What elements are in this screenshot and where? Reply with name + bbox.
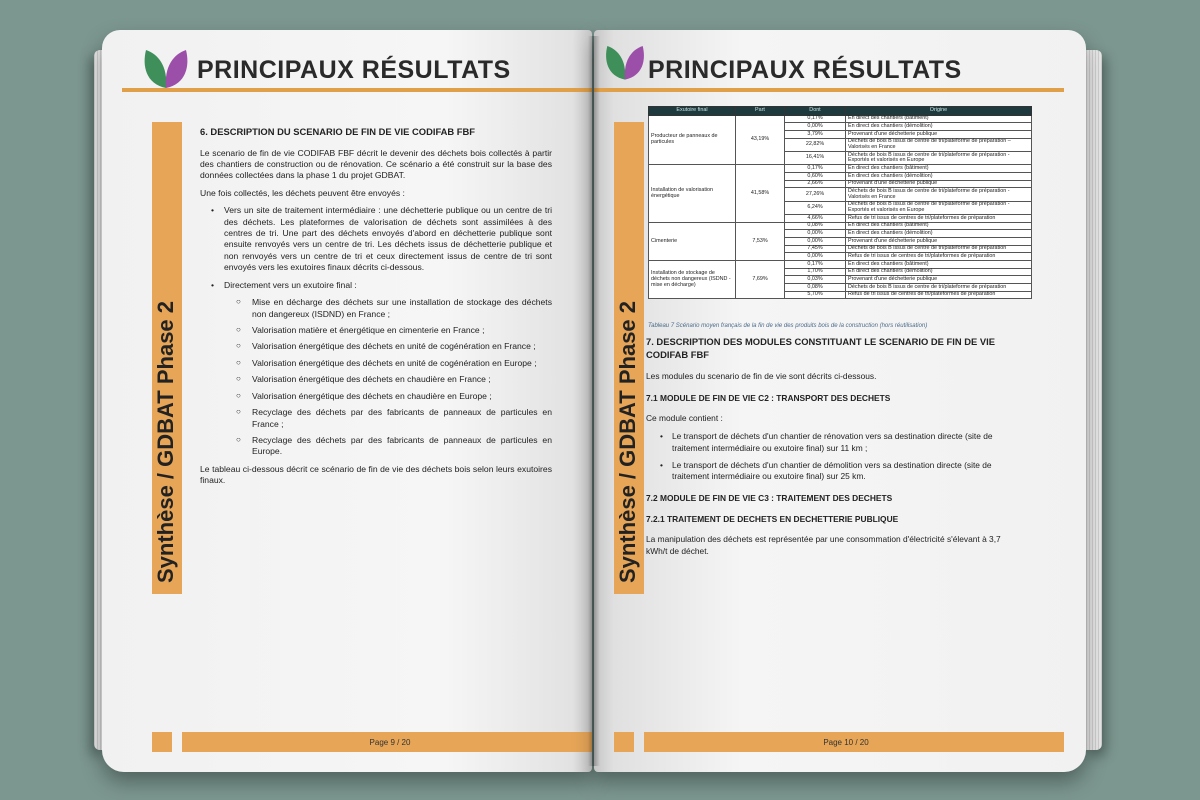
- column-header: Part: [736, 107, 785, 116]
- right-page: [594, 30, 1086, 772]
- dont-cell: 4,66%: [785, 215, 846, 223]
- origine-cell: Déchets de bois B issus de centre de tri/plateforme de préparation - Exportés et valorisés en Europe: [846, 152, 1032, 165]
- book-spine: [588, 36, 600, 766]
- section-7-2-title: 7.2 MODULE DE FIN DE VIE C3 : TRAITEMENT DES DECHETS: [646, 492, 893, 503]
- sub-list-item: ○ Valorisation énergétique des déchets en unité de cogénération en Europe ;: [236, 357, 537, 368]
- leaf-logo-icon: [140, 44, 192, 90]
- bullet-icon: •: [211, 279, 215, 290]
- part-cell: 7,69%: [736, 261, 785, 299]
- column-header: Dont: [785, 107, 846, 116]
- table-row: [649, 115, 1032, 123]
- circle-bullet-icon: ○: [236, 407, 241, 417]
- origine-cell: Provenant d'une déchetterie publique: [846, 276, 1032, 284]
- table-row: [649, 261, 1032, 269]
- bullet-list: [200, 205, 552, 458]
- circle-bullet-icon: ○: [236, 357, 241, 367]
- part-cell: 43,19%: [736, 115, 785, 165]
- origine-cell: Déchets de bois B issus de centre de tri/plateforme de préparation - Valorisés en France: [846, 188, 1032, 201]
- list-item: • Le transport de déchets d'un chantier de démolition vers sa destination directe (site de traitement intermédiaire ou exutoire final) sur 25 km.: [660, 460, 992, 482]
- section-7-title: 7. DESCRIPTION DES MODULES CONSTITUANT LE SCENARIO DE FIN DE VIE CODIFAB FBF: [646, 336, 995, 360]
- dont-cell: 0,17%: [785, 165, 846, 173]
- dont-cell: 3,79%: [785, 131, 846, 139]
- sub-list-item: ○ Recyclage des déchets par des fabricants de panneaux de particules en France ;: [236, 407, 552, 429]
- right-content: [646, 336, 1018, 564]
- sidebar-title: Synthèse / GDBAT Phase 2: [615, 300, 640, 583]
- paragraph: Ce module contient :: [646, 413, 723, 424]
- list-item: [211, 279, 552, 458]
- origine-cell: En direct des chantiers (démolition): [846, 173, 1032, 181]
- dont-cell: 22,82%: [785, 138, 846, 151]
- circle-bullet-icon: ○: [236, 374, 241, 384]
- origine-cell: En direct des chantiers (bâtiment): [846, 261, 1032, 269]
- origine-cell: En direct des chantiers (bâtiment): [846, 115, 1032, 123]
- heading-rule: [122, 88, 592, 92]
- sub-list-item: ○ Valorisation énergétique des déchets en chaudière en Europe ;: [236, 390, 492, 401]
- dont-cell: 0,03%: [785, 276, 846, 284]
- origine-cell: Refus de tri issus de centres de tri/plateformes de préparation: [846, 253, 1032, 261]
- list-item-text: Directement vers un exutoire final :: [224, 279, 357, 290]
- dont-cell: 0,00%: [785, 123, 846, 131]
- circle-bullet-icon: ○: [236, 434, 241, 444]
- paragraph: Le scenario de fin de vie CODIFAB FBF décrit le devenir des déchets bois collectés à partir des chantiers de construction ou de rénovation. Ce scénario a été construit sur la base des données collectées dans la phase 1 du projet GDBAT.: [200, 147, 552, 181]
- origine-cell: Refus de tri issus de centres de tri/plateformes de préparation: [846, 215, 1032, 223]
- bullet-icon: •: [660, 460, 663, 471]
- sub-list-item: ○ Valorisation énergétique des déchets en chaudière en France ;: [236, 374, 491, 385]
- circle-bullet-icon: ○: [236, 324, 241, 334]
- origine-cell: Déchets de bois B issus de centre de tri/plateforme de préparation: [846, 245, 1032, 253]
- section-7-1-title: 7.1 MODULE DE FIN DE VIE C2 : TRANSPORT DES DECHETS: [646, 392, 891, 403]
- sub-list-item: ○ Mise en décharge des déchets sur une installation de stockage des déchets non dangereux (ISDND) en France ;: [236, 297, 552, 319]
- exutoire-cell: Cimenterie: [649, 222, 736, 260]
- origine-cell: Déchets de bois B issus de centre de tri/plateforme de préparation – Valorisés en France: [846, 138, 1032, 151]
- heading-rule: [594, 88, 1064, 92]
- exutoire-cell: Installation de valorisation énergétique: [649, 165, 736, 222]
- origine-cell: Provenant d'une déchetterie publique: [846, 238, 1032, 246]
- dont-cell: 0,00%: [785, 253, 846, 261]
- page-stack-right: [1084, 50, 1102, 750]
- bullet-icon: •: [211, 205, 215, 216]
- origine-cell: Provenant d'une déchetterie publique: [846, 131, 1032, 139]
- list-item-text: Vers un site de traitement intermédiaire : une déchetterie publique ou un centre de tri des déchets. Les plateformes de valorisation de déchets sont assimilées à des centres de tri. Une part des déchets envoyés d'abord en déchetterie publique sont ensuite renvoyés vers un centre de tri. Les déchets issus de déchetterie publique et non renvoyés vers un centre de tri et ceux directement issus de centre de tri sont envoyés vers les exutoires finaux décrits ci-dessous.: [224, 205, 552, 273]
- dont-cell: 0,00%: [785, 230, 846, 238]
- dont-cell: 0,08%: [785, 284, 846, 292]
- origine-cell: Déchets de bois B issus de centre de tri/plateforme de préparation - Exportés et valorisés en Europe: [846, 201, 1032, 214]
- part-cell: 41,58%: [736, 165, 785, 222]
- origine-cell: En direct des chantiers (démolition): [846, 123, 1032, 131]
- origine-cell: En direct des chantiers (démolition): [846, 268, 1032, 276]
- sub-list-item: ○ Valorisation énergétique des déchets en unité de cogénération en France ;: [236, 341, 536, 352]
- paragraph: La manipulation des déchets est représentée par une consommation d'électricité s'élevant à 3,7 kWh/t de déchet.: [646, 534, 1001, 556]
- origine-cell: Provenant d'une déchetterie publique: [846, 180, 1032, 188]
- dont-cell: 16,41%: [785, 152, 846, 165]
- end-of-life-table: [648, 106, 1032, 299]
- sub-bullet-list: [224, 297, 552, 458]
- paragraph: Les modules du scenario de fin de vie sont décrits ci-dessous.: [646, 371, 877, 382]
- exutoire-cell: Producteur de panneaux de particules: [649, 115, 736, 165]
- page-number: Page 10 / 20: [823, 738, 869, 747]
- part-cell: 7,53%: [736, 222, 785, 260]
- sub-list-item: ○ Recyclage des déchets par des fabricants de panneaux de particules en Europe.: [236, 434, 552, 457]
- bullet-icon: •: [660, 431, 663, 442]
- origine-cell: En direct des chantiers (bâtiment): [846, 222, 1032, 230]
- footer-square: [614, 732, 634, 752]
- circle-bullet-icon: ○: [236, 297, 241, 307]
- table-row: [649, 165, 1032, 173]
- leaf-logo-icon: [602, 40, 648, 82]
- dont-cell: 6,24%: [785, 201, 846, 214]
- origine-cell: En direct des chantiers (démolition): [846, 230, 1032, 238]
- table-row: [649, 222, 1032, 230]
- sidebar-title: Synthèse / GDBAT Phase 2: [153, 300, 178, 583]
- circle-bullet-icon: ○: [236, 390, 241, 400]
- paragraph: Le tableau ci-dessous décrit ce scénario de fin de vie des déchets bois selon leurs exutoires finaux.: [200, 463, 552, 486]
- section-7-2-1-title: 7.2.1 TRAITEMENT DE DECHETS EN DECHETTERIE PUBLIQUE: [646, 514, 899, 525]
- dont-cell: 5,70%: [785, 291, 846, 299]
- paragraph: Une fois collectés, les déchets peuvent être envoyés :: [200, 187, 405, 198]
- left-content: [200, 126, 552, 493]
- dont-cell: 0,08%: [785, 222, 846, 230]
- column-header: Origine: [846, 107, 1032, 116]
- dont-cell: 2,66%: [785, 180, 846, 188]
- page-number: Page 9 / 20: [369, 738, 411, 747]
- dont-cell: 0,17%: [785, 261, 846, 269]
- section-6-title: 6. DESCRIPTION DU SCENARIO DE FIN DE VIE CODIFAB FBF: [200, 126, 476, 137]
- dont-cell: 1,70%: [785, 268, 846, 276]
- dont-cell: 7,45%: [785, 245, 846, 253]
- list-item: [211, 205, 552, 274]
- bullet-list: [646, 431, 1018, 482]
- dont-cell: 0,00%: [785, 238, 846, 246]
- origine-cell: En direct des chantiers (bâtiment): [846, 165, 1032, 173]
- exutoire-cell: Installation de stockage de déchets non dangereux (ISDND - mise en décharge): [649, 261, 736, 299]
- dont-cell: 0,60%: [785, 173, 846, 181]
- table-caption: Tableau 7 Scénario moyen français de la fin de vie des produits bois de la construction (hors réutilisation): [648, 323, 928, 329]
- origine-cell: Refus de tri issus de centres de tri/plateformes de préparation: [846, 291, 1032, 299]
- circle-bullet-icon: ○: [236, 341, 241, 351]
- origine-cell: Déchets de bois B issus de centre de tri/plateforme de préparation: [846, 284, 1032, 292]
- page-heading: PRINCIPAUX RÉSULTATS: [197, 56, 511, 84]
- list-item: • Le transport de déchets d'un chantier de rénovation vers sa destination directe (site de traitement intermédiaire ou exutoire final) sur 11 km ;: [660, 431, 993, 453]
- dont-cell: 0,17%: [785, 115, 846, 123]
- table-header-row: [649, 107, 1032, 116]
- page-heading: PRINCIPAUX RÉSULTATS: [648, 56, 962, 84]
- dont-cell: 27,26%: [785, 188, 846, 201]
- sub-list-item: ○ Valorisation matière et énergétique en cimenterie en France ;: [236, 324, 485, 335]
- left-page: [102, 30, 592, 772]
- footer-square: [152, 732, 172, 752]
- column-header: Exutoire final: [649, 107, 736, 116]
